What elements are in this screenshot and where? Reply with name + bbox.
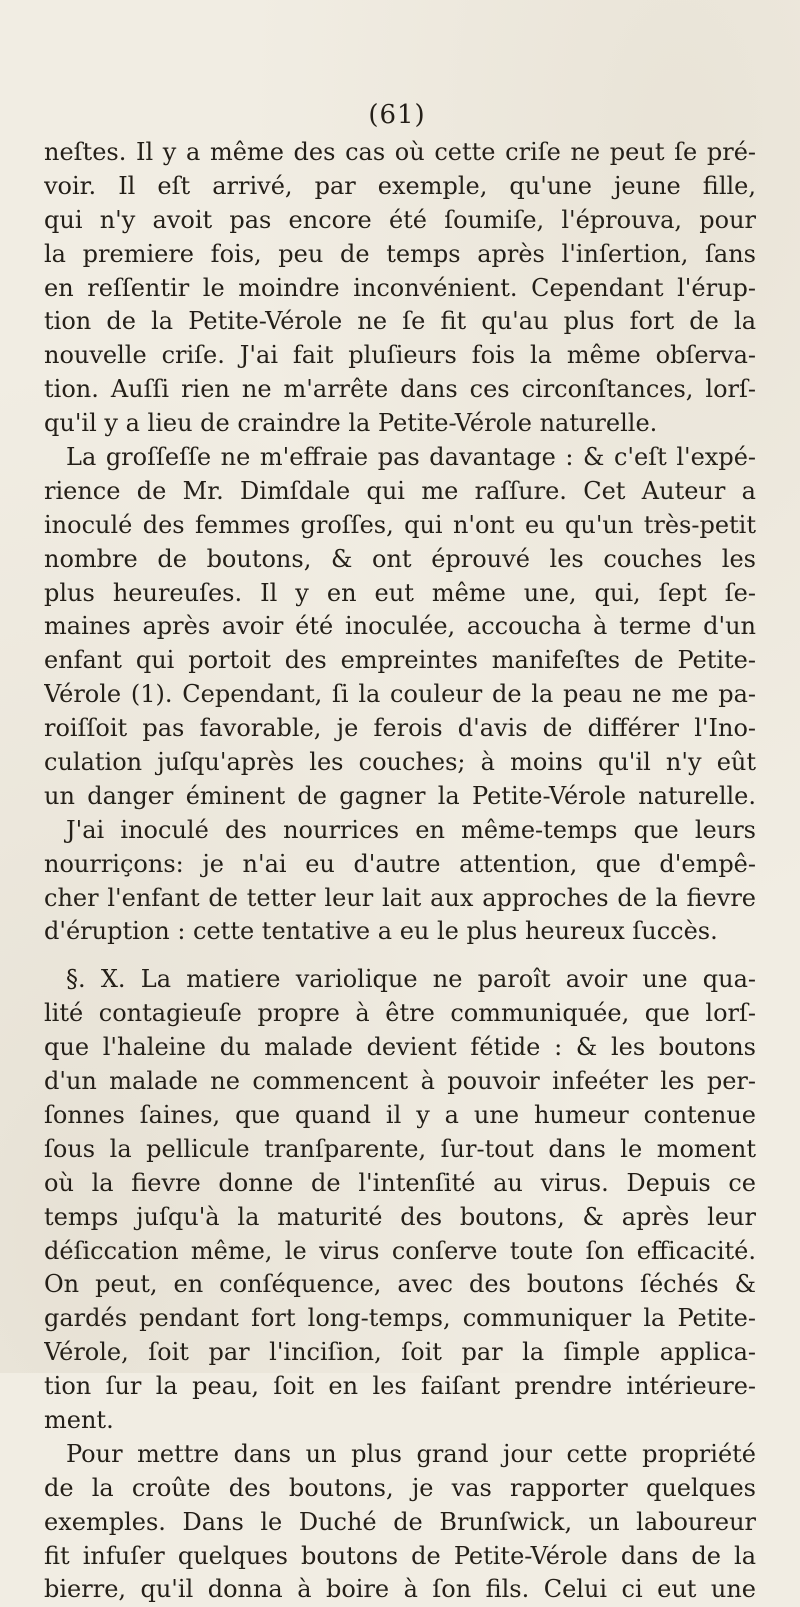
text-line: J'ai inoculé des nourrices en même-temps que leurs xyxy=(66,815,756,844)
text-line: où la fievre donne de l'intenſité au virus. Depuis ce xyxy=(44,1168,756,1197)
text-line: Vérole, ſoit par l'inciſion, ſoit par la ſimple applica- xyxy=(44,1338,756,1367)
text-line: déſiccation même, le virus conſerve toute ſon efficacité. xyxy=(44,1236,756,1265)
text-line: enfant qui portoit des empreintes manifeſtes de Petite- xyxy=(44,646,756,675)
text-line: rience de Mr. Dimſdale qui me raſſure. Cet Auteur a xyxy=(44,476,756,505)
text-line: tion. Auſſi rien ne m'arrête dans ces circonſtances, lorſ- xyxy=(44,375,756,404)
text-line: d'éruption : cette tentative a eu le plus heureux ſuccès. xyxy=(44,917,718,946)
text-line: temps juſqu'à la maturité des boutons, & après leur xyxy=(44,1202,756,1231)
body-text xyxy=(44,136,756,1607)
text-line: On peut, en conſéquence, avec des boutons ſéchés & xyxy=(44,1270,756,1299)
text-line: Vérole (1). Cependant, ſi la couleur de la peau ne me pa- xyxy=(44,680,756,709)
text-line: ſous la pellicule tranſparente, ſur-tout dans le moment xyxy=(44,1134,756,1163)
text-line: qui n'y avoit pas encore été ſoumiſe, l'éprouva, pour xyxy=(44,205,756,234)
text-line: inoculé des femmes groſſes, qui n'ont eu qu'un très-petit xyxy=(44,510,756,539)
text-line: voir. Il eſt arrivé, par exemple, qu'une jeune fille, xyxy=(44,171,756,200)
text-line: d'un malade ne commencent à pouvoir infeéter les per- xyxy=(44,1067,756,1096)
text-line: plus heureuſes. Il y en eut même une, qui, ſept ſe- xyxy=(44,578,756,607)
text-line: culation juſqu'après les couches; à moins qu'il n'y eût xyxy=(44,748,756,777)
page-number: (61) xyxy=(368,100,426,130)
text-line: nourriçons: je n'ai eu d'autre attention, que d'empê- xyxy=(44,849,756,878)
text-line: qu'il y a lieu de craindre la Petite-Vérole naturelle. xyxy=(44,409,658,438)
text-line: de la croûte des boutons, je vas rapporter quelques xyxy=(44,1473,756,1502)
text-line: gardés pendant fort long-temps, communiquer la Petite- xyxy=(44,1304,756,1333)
text-line: neſtes. Il y a même des cas où cette criſe ne peut ſe pré- xyxy=(44,138,756,166)
text-line: tion ſur la peau, ſoit en les faiſant prendre intérieure- xyxy=(44,1372,756,1401)
text-line: un danger éminent de gagner la Petite-Vérole naturelle. xyxy=(44,781,756,810)
text-line: ment. xyxy=(44,1405,114,1434)
text-line: nouvelle criſe. J'ai fait pluſieurs fois la même obſerva- xyxy=(44,341,756,370)
text-line: en reſſentir le moindre inconvénient. Cependant l'érup- xyxy=(44,273,756,302)
text-line: la premiere fois, peu de temps après l'inſertion, ſans xyxy=(44,239,756,268)
text-line: fit infuſer quelques boutons de Petite-Vérole dans de la xyxy=(44,1541,756,1570)
text-line: lité contagieuſe propre à être communiquée, que lorſ- xyxy=(44,999,756,1028)
text-line: que l'haleine du malade devient fétide : & les boutons xyxy=(44,1033,756,1062)
text-line: exemples. Dans le Duché de Brunſwick, un laboureur xyxy=(44,1507,756,1536)
text-line: bierre, qu'il donna à boire à ſon fils. Celui ci eut une xyxy=(44,1575,756,1604)
text-line: maines après avoir été inoculée, accoucha à terme d'un xyxy=(44,612,756,641)
text-line: roiſſoit pas favorable, je ferois d'avis de différer l'Ino- xyxy=(44,714,756,743)
section-heading-line: §. X. La matiere variolique ne paroît avoir une qua- xyxy=(66,965,756,994)
text-line: nombre de boutons, & ont éprouvé les couches les xyxy=(44,544,756,573)
text-line: ſonnes ſaines, que quand il y a une humeur contenue xyxy=(44,1100,756,1129)
text-line: cher l'enfant de tetter leur lait aux approches de la fievre xyxy=(44,883,756,912)
paragraph-start-line: La groſſeſſe ne m'effraie pas davantage : & c'eſt l'expé- xyxy=(66,443,756,472)
text-line: tion de la Petite-Vérole ne ſe fit qu'au plus fort de la xyxy=(44,307,756,336)
paragraph-start-line: Pour mettre dans un plus grand jour cette propriété xyxy=(66,1439,756,1468)
